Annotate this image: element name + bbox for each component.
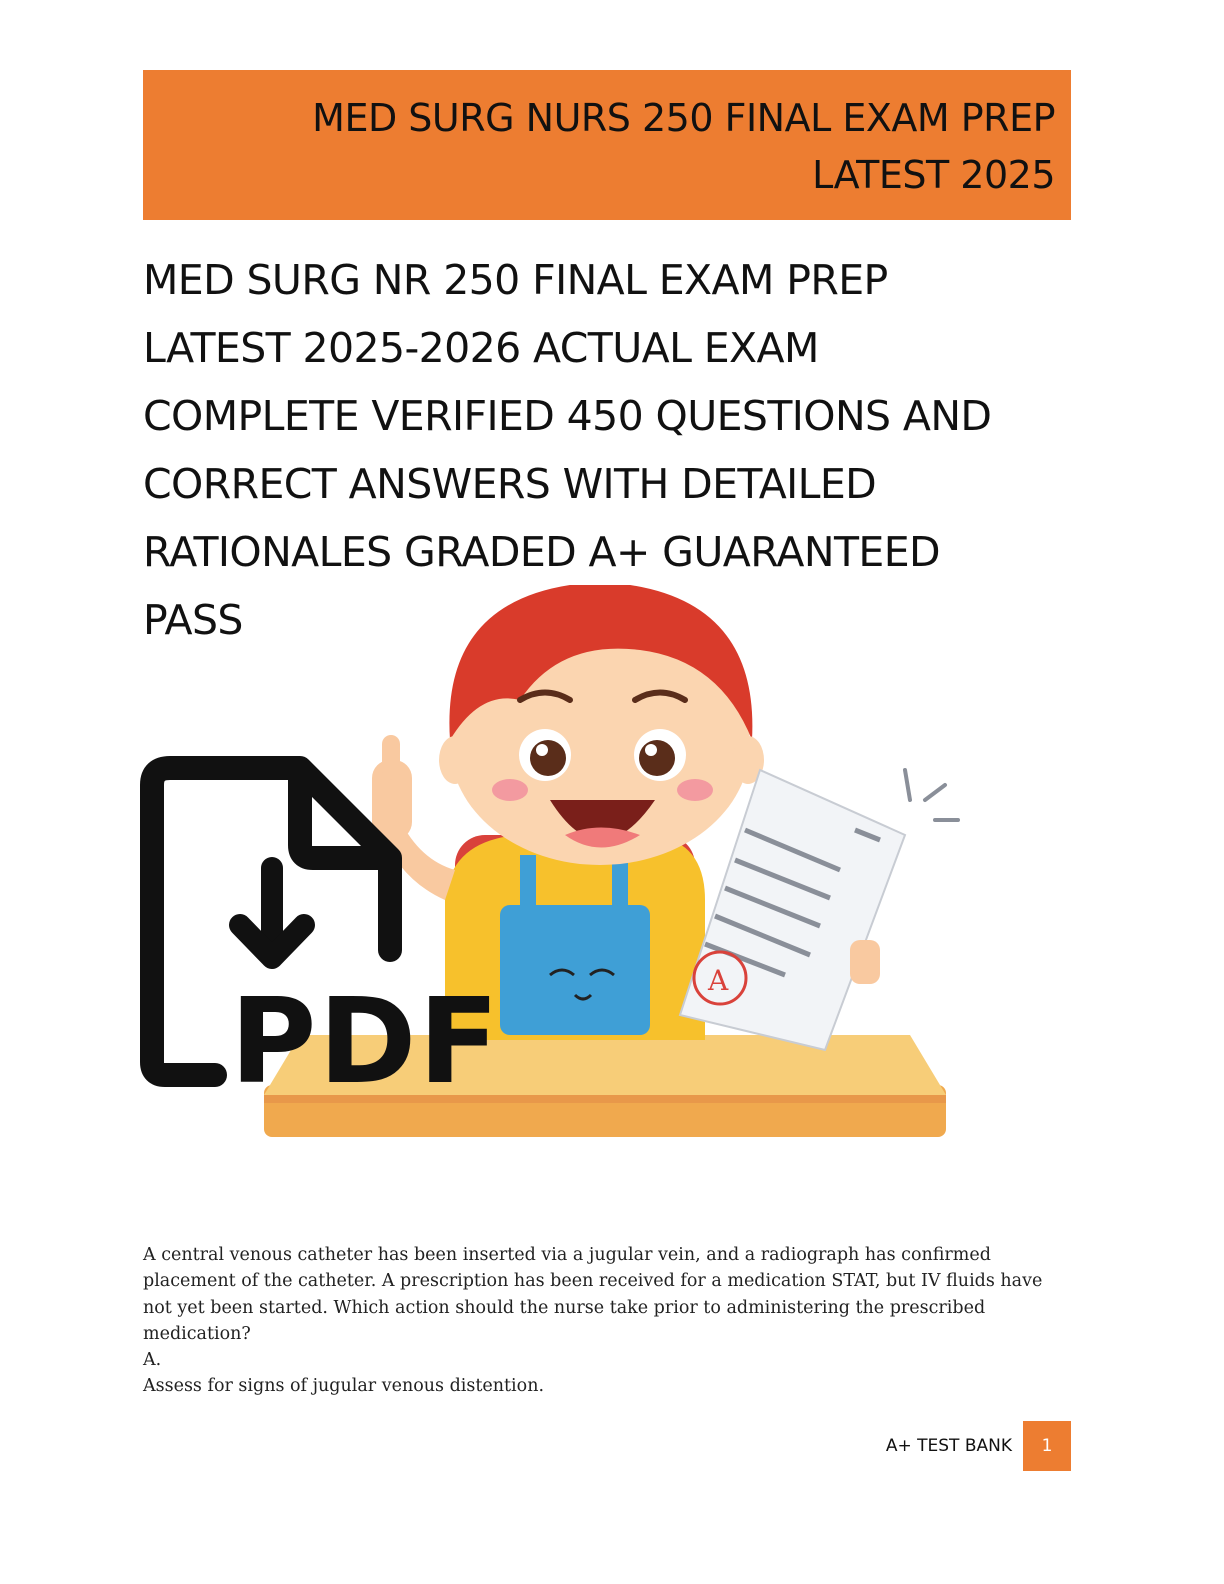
option-text: Assess for signs of jugular venous distention. bbox=[143, 1376, 545, 1397]
banner-line-2: LATEST 2025 bbox=[812, 153, 1055, 197]
banner-line-1: MED SURG NURS 250 FINAL EXAM PREP bbox=[312, 96, 1055, 140]
question-line: medication? bbox=[143, 1323, 251, 1344]
pdf-icon-label: PDF bbox=[230, 972, 502, 1110]
heading-line: COMPLETE VERIFIED 450 QUESTIONS AND bbox=[143, 392, 992, 440]
heading-line: RATIONALES GRADED A+ GUARANTEED bbox=[143, 528, 940, 576]
heading-line: MED SURG NR 250 FINAL EXAM PREP bbox=[143, 256, 888, 304]
question-line: not yet been started. Which action should the nurse take prior to administering the prescribed bbox=[143, 1297, 986, 1318]
cover-illustration bbox=[140, 585, 970, 1160]
page-number: 1 bbox=[1023, 1421, 1071, 1471]
heading-line: LATEST 2025-2026 ACTUAL EXAM bbox=[143, 324, 819, 372]
heading-line: CORRECT ANSWERS WITH DETAILED bbox=[143, 460, 877, 508]
option-letter: A. bbox=[143, 1350, 162, 1371]
heading-line: PASS bbox=[143, 596, 243, 644]
footer-label: A+ TEST BANK bbox=[885, 1436, 1012, 1456]
question-line: A central venous catheter has been inserted via a jugular vein, and a radiograph has confirmed bbox=[143, 1245, 991, 1265]
title-banner bbox=[143, 70, 1071, 220]
grade-mark: A bbox=[708, 964, 729, 997]
question-block bbox=[143, 1242, 1063, 1400]
question-line: placement of the catheter. A prescription has been received for a medication STAT, but IV fluids have bbox=[143, 1271, 1043, 1292]
